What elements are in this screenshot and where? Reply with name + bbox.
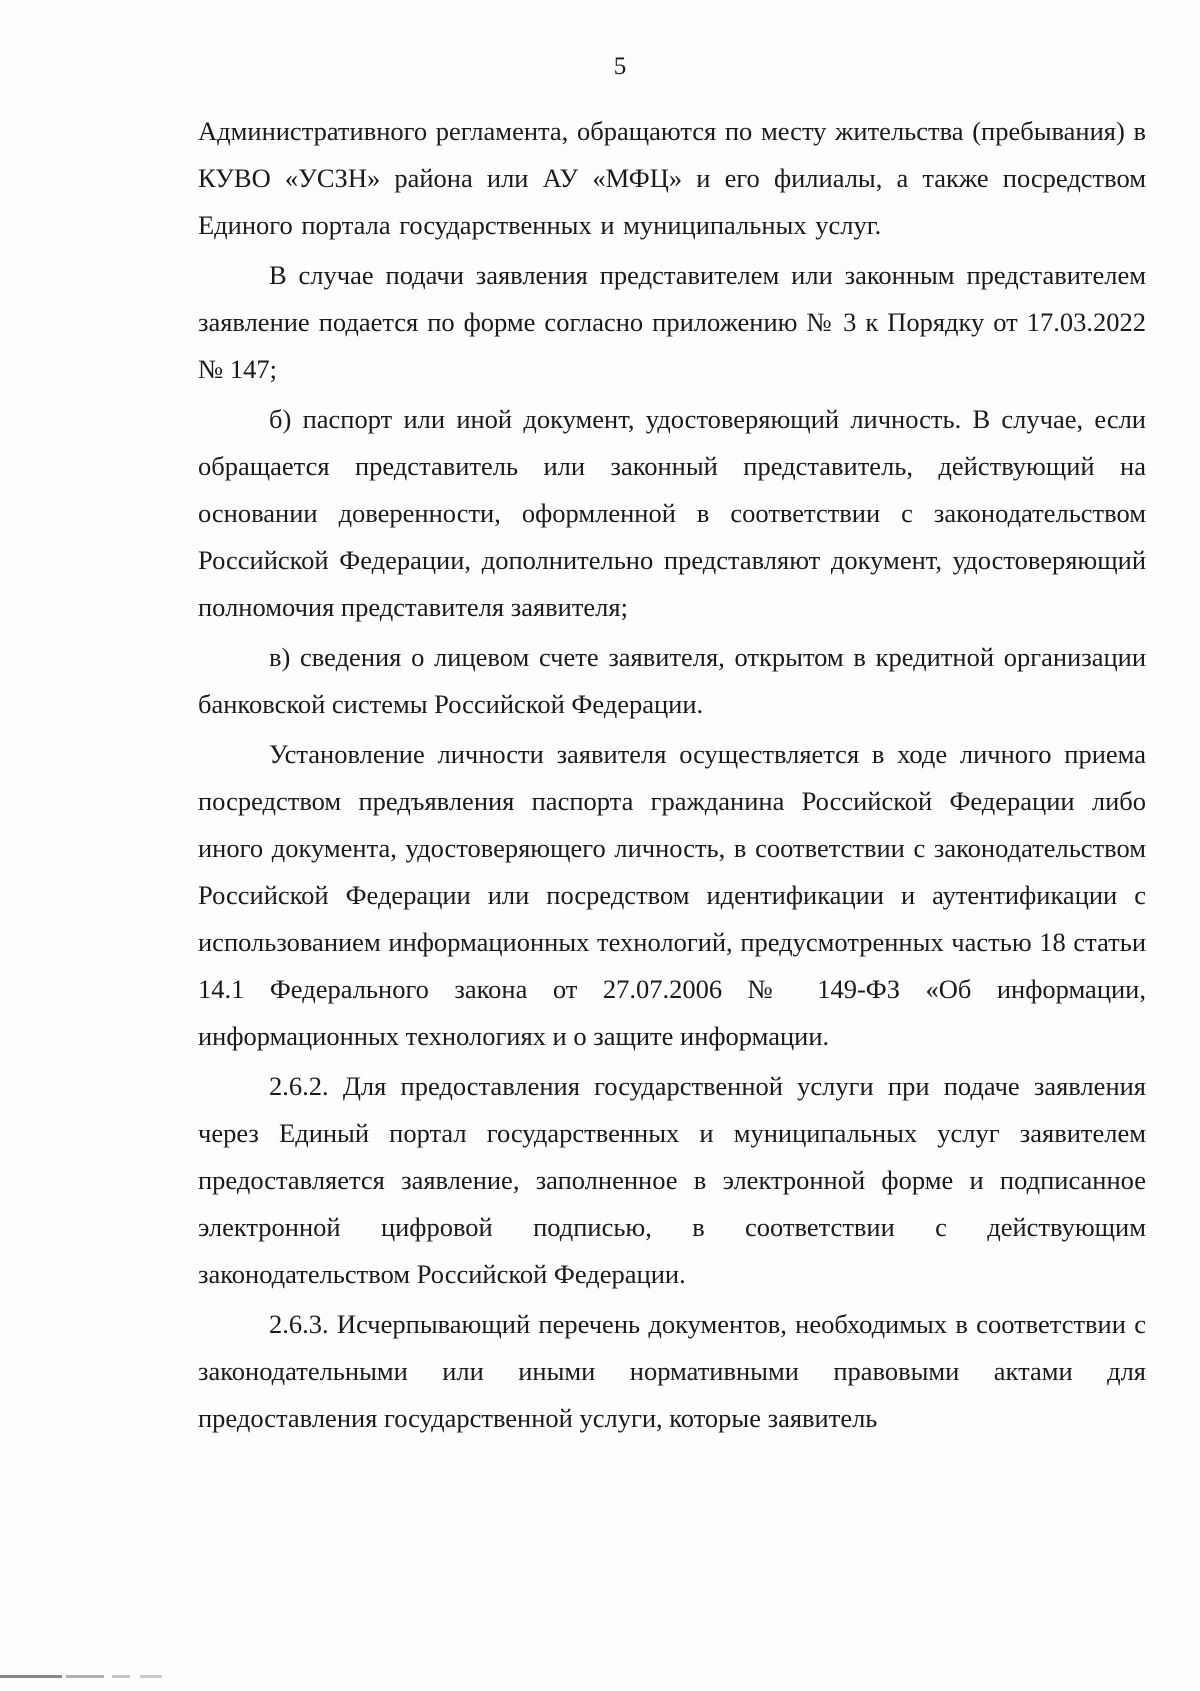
scan-artifact bbox=[0, 1675, 180, 1681]
paragraph-section-2-6-2: 2.6.2. Для предоставления государственной услуги при подаче заявления через Единый портал государственных и муниципальных услуг заявителем предоставляется заявление, заполненное в электронной форме и подписанное электронной цифровой подписью, в соответствии с действующим законодательством Российской Федерации. bbox=[198, 1071, 1146, 1289]
page-number: 5 bbox=[613, 53, 627, 80]
paragraph-representative-application: В случае подачи заявления представителем или законным представителем заявление подается по форме согласно приложению № 3 к Порядку от 17.03.2022 № 147; bbox=[198, 260, 1146, 384]
paragraph-continuation: Административного регламента, обращаются по месту жительства (пребывания) в КУВО «УСЗН» района или АУ «МФЦ» и его филиалы, а также посредством Единого портала государственных и муниципальных услуг. bbox=[198, 116, 1146, 240]
document-body bbox=[198, 108, 1146, 1445]
paragraph-identity-verification: Установление личности заявителя осуществляется в ходе личного приема посредством предъявления паспорта гражданина Российской Федерации либо иного документа, удостоверяющего личность, в соответствии с законодательством Российской Федерации или посредством идентификации и аутентификации с использованием информационных технологий, предусмотренных частью 18 статьи 14.1 Федерального закона от 27.07.2006 № 149-ФЗ «Об информации, информационных технологиях и о защите информации. bbox=[198, 739, 1146, 1051]
paragraph-item-v-bank-account: в) сведения о лицевом счете заявителя, открытом в кредитной организации банковской системы Российской Федерации. bbox=[198, 642, 1146, 719]
paragraph-item-b-passport: б) паспорт или иной документ, удостоверяющий личность. В случае, если обращается представитель или законный представитель, действующий на основании доверенности, оформленной в соответствии с законодательством Российской Федерации, дополнительно представляют документ, удостоверяющий полномочия представителя заявителя; bbox=[198, 404, 1146, 622]
paragraph-section-2-6-3: 2.6.3. Исчерпывающий перечень документов, необходимых в соответствии с законодательными или иными нормативными правовыми актами для предоставления государственной услуги, которые заявитель bbox=[198, 1309, 1146, 1433]
